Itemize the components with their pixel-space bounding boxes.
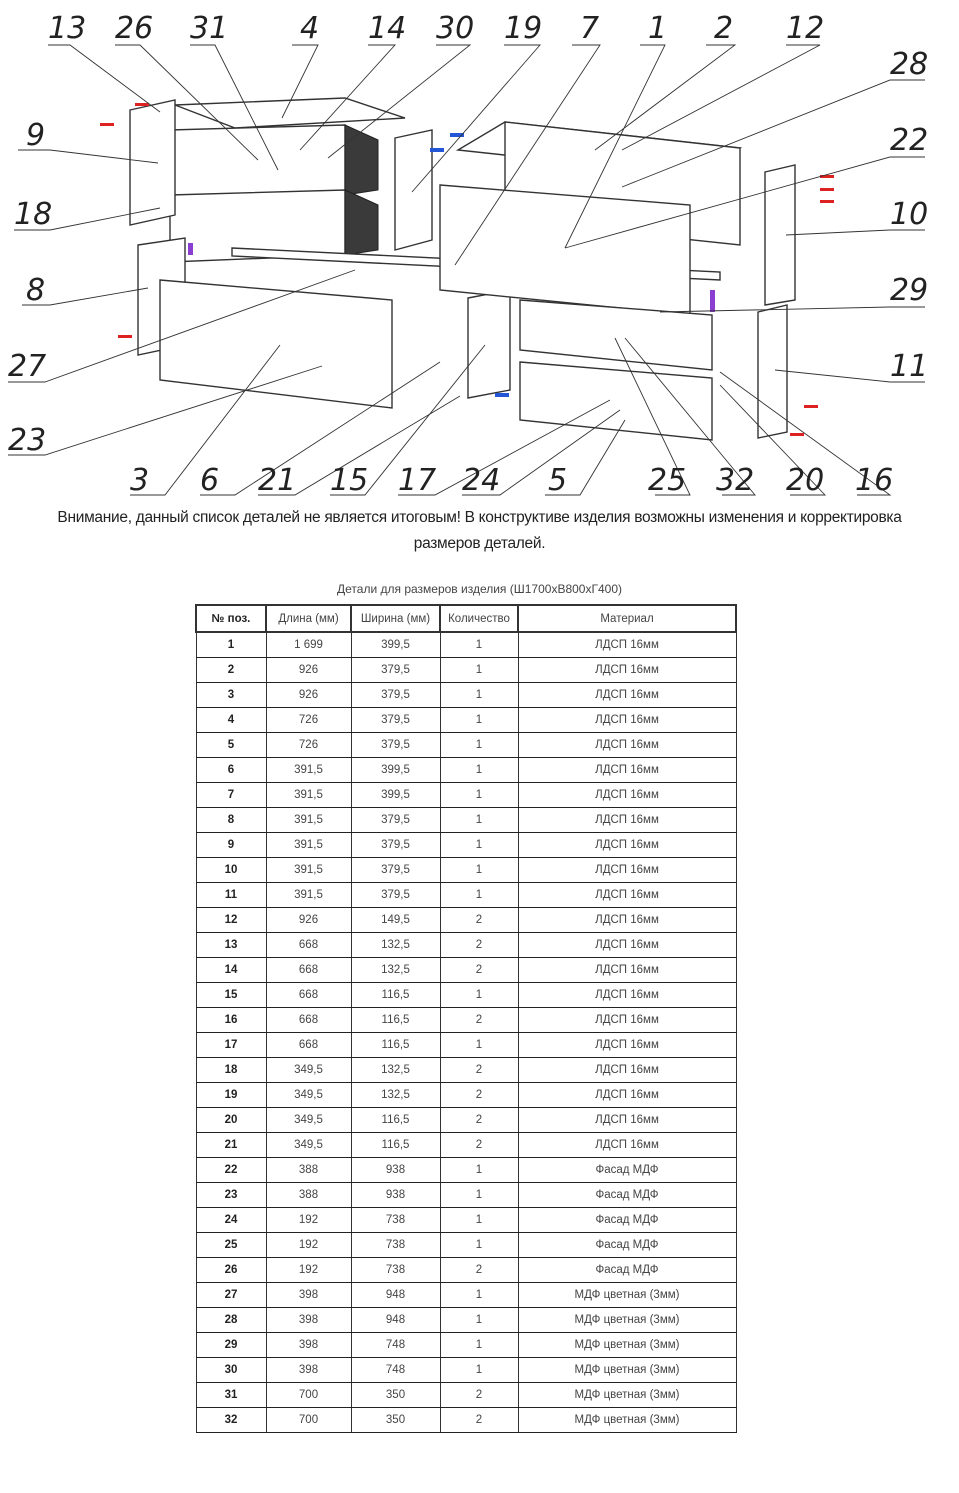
cell-width: 379,5	[351, 808, 440, 833]
callout-label: 13	[48, 11, 87, 46]
callout-label: 8	[26, 273, 46, 308]
cell-length: 192	[266, 1233, 351, 1258]
cell-length: 668	[266, 933, 351, 958]
cell-length: 398	[266, 1358, 351, 1383]
table-row	[196, 783, 736, 808]
cell-width: 149,5	[351, 908, 440, 933]
cell-material: ЛДСП 16мм	[518, 833, 736, 858]
cell-quantity: 1	[440, 858, 518, 883]
cell-quantity: 1	[440, 1233, 518, 1258]
callout-label: 29	[890, 273, 929, 308]
table-row	[196, 658, 736, 683]
cell-position: 21	[196, 1133, 266, 1158]
cell-length: 398	[266, 1333, 351, 1358]
cell-length: 391,5	[266, 783, 351, 808]
cell-width: 379,5	[351, 883, 440, 908]
cell-position: 1	[196, 632, 266, 658]
cell-position: 6	[196, 758, 266, 783]
cell-position: 8	[196, 808, 266, 833]
callout-label: 16	[855, 463, 894, 498]
table-row	[196, 1083, 736, 1108]
cell-quantity: 1	[440, 783, 518, 808]
header-material: Материал	[518, 605, 736, 632]
cell-length: 726	[266, 708, 351, 733]
cell-length: 700	[266, 1408, 351, 1433]
cell-material: ЛДСП 16мм	[518, 1058, 736, 1083]
table-row	[196, 1158, 736, 1183]
cell-material: Фасад МДФ	[518, 1258, 736, 1283]
cell-material: ЛДСП 16мм	[518, 632, 736, 658]
table-row	[196, 983, 736, 1008]
cell-material: Фасад МДФ	[518, 1208, 736, 1233]
callout-label: 7	[580, 11, 600, 46]
cell-position: 5	[196, 733, 266, 758]
cell-quantity: 2	[440, 1083, 518, 1108]
cell-quantity: 2	[440, 1058, 518, 1083]
callout-label: 17	[398, 463, 437, 498]
cell-material: ЛДСП 16мм	[518, 1108, 736, 1133]
cell-width: 116,5	[351, 1108, 440, 1133]
cell-width: 379,5	[351, 833, 440, 858]
callout-label: 9	[26, 118, 46, 153]
cell-position: 15	[196, 983, 266, 1008]
cell-length: 388	[266, 1158, 351, 1183]
cell-length: 668	[266, 983, 351, 1008]
cell-width: 379,5	[351, 733, 440, 758]
cell-length: 391,5	[266, 758, 351, 783]
cell-width: 399,5	[351, 758, 440, 783]
cell-material: МДФ цветная (3мм)	[518, 1383, 736, 1408]
cell-length: 349,5	[266, 1058, 351, 1083]
cell-quantity: 1	[440, 1283, 518, 1308]
table-row	[196, 733, 736, 758]
cell-quantity: 1	[440, 658, 518, 683]
cell-quantity: 1	[440, 883, 518, 908]
cell-material: ЛДСП 16мм	[518, 808, 736, 833]
callout-label: 21	[258, 463, 297, 498]
cell-position: 12	[196, 908, 266, 933]
cell-length: 391,5	[266, 858, 351, 883]
cell-quantity: 2	[440, 1258, 518, 1283]
cell-length: 926	[266, 683, 351, 708]
cell-length: 192	[266, 1258, 351, 1283]
table-row	[196, 1408, 736, 1433]
cell-quantity: 2	[440, 1383, 518, 1408]
cell-material: ЛДСП 16мм	[518, 958, 736, 983]
cell-width: 132,5	[351, 958, 440, 983]
notice-text: Внимание, данный список деталей не является итоговым! В конструктиве изделия возможны изменения и корректировка размеров деталей.	[57, 509, 902, 552]
table-row	[196, 1258, 736, 1283]
cell-quantity: 2	[440, 1408, 518, 1433]
table-row	[196, 958, 736, 983]
table-row	[196, 1033, 736, 1058]
cell-material: ЛДСП 16мм	[518, 758, 736, 783]
cell-material: ЛДСП 16мм	[518, 733, 736, 758]
cell-position: 24	[196, 1208, 266, 1233]
table-row	[196, 808, 736, 833]
cell-width: 938	[351, 1158, 440, 1183]
cell-width: 948	[351, 1283, 440, 1308]
callout-label: 1	[648, 11, 668, 46]
cell-position: 18	[196, 1058, 266, 1083]
table-row	[196, 683, 736, 708]
cell-length: 668	[266, 1008, 351, 1033]
cell-position: 19	[196, 1083, 266, 1108]
cell-quantity: 1	[440, 1158, 518, 1183]
cell-material: МДФ цветная (3мм)	[518, 1358, 736, 1383]
table-row	[196, 1383, 736, 1408]
cell-width: 132,5	[351, 933, 440, 958]
cell-quantity: 1	[440, 1033, 518, 1058]
cell-material: ЛДСП 16мм	[518, 658, 736, 683]
callout-label: 30	[436, 11, 475, 46]
header-width: Ширина (мм)	[351, 605, 440, 632]
cell-quantity: 1	[440, 1358, 518, 1383]
cell-length: 926	[266, 658, 351, 683]
cell-material: МДФ цветная (3мм)	[518, 1283, 736, 1308]
table-row	[196, 1283, 736, 1308]
cell-width: 116,5	[351, 1033, 440, 1058]
cell-width: 399,5	[351, 632, 440, 658]
callout-label: 19	[504, 11, 543, 46]
cell-length: 388	[266, 1183, 351, 1208]
cell-material: ЛДСП 16мм	[518, 858, 736, 883]
cell-position: 32	[196, 1408, 266, 1433]
cell-length: 192	[266, 1208, 351, 1233]
cell-position: 14	[196, 958, 266, 983]
callout-label: 20	[786, 463, 825, 498]
cell-material: ЛДСП 16мм	[518, 708, 736, 733]
cell-width: 938	[351, 1183, 440, 1208]
cell-material: Фасад МДФ	[518, 1158, 736, 1183]
cell-position: 28	[196, 1308, 266, 1333]
cell-quantity: 1	[440, 833, 518, 858]
callout-label: 22	[890, 123, 929, 158]
cell-position: 31	[196, 1383, 266, 1408]
table-row	[196, 1058, 736, 1083]
cell-material: ЛДСП 16мм	[518, 933, 736, 958]
cell-material: ЛДСП 16мм	[518, 783, 736, 808]
table-row	[196, 1008, 736, 1033]
cell-length: 668	[266, 958, 351, 983]
table-row	[196, 1233, 736, 1258]
cell-length: 391,5	[266, 833, 351, 858]
cell-material: МДФ цветная (3мм)	[518, 1308, 736, 1333]
callout-label: 24	[462, 463, 501, 498]
cell-material: ЛДСП 16мм	[518, 983, 736, 1008]
table-row	[196, 1358, 736, 1383]
cell-material: ЛДСП 16мм	[518, 1008, 736, 1033]
table-row	[196, 908, 736, 933]
cell-width: 748	[351, 1333, 440, 1358]
exploded-assembly-diagram	[0, 0, 959, 500]
cell-quantity: 2	[440, 1133, 518, 1158]
cell-position: 20	[196, 1108, 266, 1133]
cell-width: 132,5	[351, 1058, 440, 1083]
cell-quantity: 2	[440, 1008, 518, 1033]
cell-quantity: 1	[440, 1208, 518, 1233]
table-row	[196, 933, 736, 958]
cell-material: ЛДСП 16мм	[518, 1083, 736, 1108]
cell-width: 116,5	[351, 1008, 440, 1033]
cell-length: 926	[266, 908, 351, 933]
cell-width: 948	[351, 1308, 440, 1333]
header-length: Длина (мм)	[266, 605, 351, 632]
cell-quantity: 1	[440, 983, 518, 1008]
cell-quantity: 2	[440, 1108, 518, 1133]
cell-length: 349,5	[266, 1083, 351, 1108]
cell-width: 738	[351, 1233, 440, 1258]
cell-material: ЛДСП 16мм	[518, 1133, 736, 1158]
table-header-row	[196, 605, 736, 632]
table-row	[196, 758, 736, 783]
cell-length: 398	[266, 1283, 351, 1308]
cell-position: 11	[196, 883, 266, 908]
cell-length: 391,5	[266, 808, 351, 833]
cell-position: 23	[196, 1183, 266, 1208]
table-caption: Детали для размеров изделия (Ш1700хВ800хГ400)	[337, 582, 622, 596]
cell-material: МДФ цветная (3мм)	[518, 1333, 736, 1358]
table-row	[196, 1208, 736, 1233]
callout-label: 23	[8, 423, 47, 458]
cell-position: 25	[196, 1233, 266, 1258]
table-row	[196, 708, 736, 733]
cell-material: ЛДСП 16мм	[518, 683, 736, 708]
cell-quantity: 1	[440, 1333, 518, 1358]
cell-width: 379,5	[351, 858, 440, 883]
table-row	[196, 1133, 736, 1158]
callout-label: 28	[890, 47, 929, 82]
cell-quantity: 1	[440, 1308, 518, 1333]
cell-position: 30	[196, 1358, 266, 1383]
cell-position: 26	[196, 1258, 266, 1283]
callout-label: 25	[648, 463, 687, 498]
cell-position: 4	[196, 708, 266, 733]
table-row	[196, 1308, 736, 1333]
callout-label: 3	[130, 463, 150, 498]
cell-quantity: 1	[440, 758, 518, 783]
table-row	[196, 1183, 736, 1208]
callout-label: 15	[330, 463, 369, 498]
table-row	[196, 883, 736, 908]
cell-quantity: 1	[440, 808, 518, 833]
table-row	[196, 858, 736, 883]
cell-width: 748	[351, 1358, 440, 1383]
cell-length: 349,5	[266, 1133, 351, 1158]
cell-quantity: 2	[440, 908, 518, 933]
cell-position: 7	[196, 783, 266, 808]
cell-width: 132,5	[351, 1083, 440, 1108]
cell-material: Фасад МДФ	[518, 1233, 736, 1258]
cell-width: 116,5	[351, 1133, 440, 1158]
callout-label: 6	[200, 463, 220, 498]
callout-label: 18	[14, 197, 53, 232]
cell-length: 398	[266, 1308, 351, 1333]
cell-length: 726	[266, 733, 351, 758]
callout-label: 27	[8, 349, 47, 384]
header-position: № поз.	[196, 605, 266, 632]
cell-material: ЛДСП 16мм	[518, 908, 736, 933]
callout-label: 4	[300, 11, 320, 46]
callout-label: 12	[786, 11, 825, 46]
cell-width: 738	[351, 1208, 440, 1233]
cell-quantity: 1	[440, 733, 518, 758]
cell-position: 17	[196, 1033, 266, 1058]
cell-quantity: 1	[440, 1183, 518, 1208]
cell-width: 379,5	[351, 683, 440, 708]
header-quantity: Количество	[440, 605, 518, 632]
callout-label: 32	[716, 463, 755, 498]
cell-width: 379,5	[351, 658, 440, 683]
cell-position: 16	[196, 1008, 266, 1033]
cell-material: ЛДСП 16мм	[518, 1033, 736, 1058]
cell-quantity: 1	[440, 632, 518, 658]
cell-quantity: 1	[440, 708, 518, 733]
cell-position: 2	[196, 658, 266, 683]
table-body	[196, 632, 736, 1433]
cell-quantity: 2	[440, 933, 518, 958]
cell-length: 349,5	[266, 1108, 351, 1133]
cell-position: 3	[196, 683, 266, 708]
cell-position: 29	[196, 1333, 266, 1358]
cell-material: ЛДСП 16мм	[518, 883, 736, 908]
cell-position: 9	[196, 833, 266, 858]
cell-width: 116,5	[351, 983, 440, 1008]
callout-label: 10	[890, 197, 929, 232]
callout-label: 31	[190, 11, 229, 46]
cell-length: 391,5	[266, 883, 351, 908]
cell-material: МДФ цветная (3мм)	[518, 1408, 736, 1433]
callout-label: 5	[548, 463, 568, 498]
cell-position: 27	[196, 1283, 266, 1308]
callout-label: 11	[890, 349, 929, 384]
table-row	[196, 632, 736, 658]
cell-quantity: 1	[440, 683, 518, 708]
cell-length: 700	[266, 1383, 351, 1408]
cell-width: 379,5	[351, 708, 440, 733]
cell-position: 22	[196, 1158, 266, 1183]
cell-length: 1 699	[266, 632, 351, 658]
cell-width: 350	[351, 1408, 440, 1433]
table-row	[196, 1108, 736, 1133]
cell-quantity: 2	[440, 958, 518, 983]
cell-position: 13	[196, 933, 266, 958]
callout-label: 2	[714, 11, 734, 46]
callout-label: 26	[115, 11, 154, 46]
cell-material: Фасад МДФ	[518, 1183, 736, 1208]
cell-width: 350	[351, 1383, 440, 1408]
cell-length: 668	[266, 1033, 351, 1058]
cell-width: 738	[351, 1258, 440, 1283]
table-row	[196, 1333, 736, 1358]
callout-label: 14	[368, 11, 407, 46]
cell-width: 399,5	[351, 783, 440, 808]
cell-position: 10	[196, 858, 266, 883]
parts-table	[195, 604, 737, 1433]
table-row	[196, 833, 736, 858]
